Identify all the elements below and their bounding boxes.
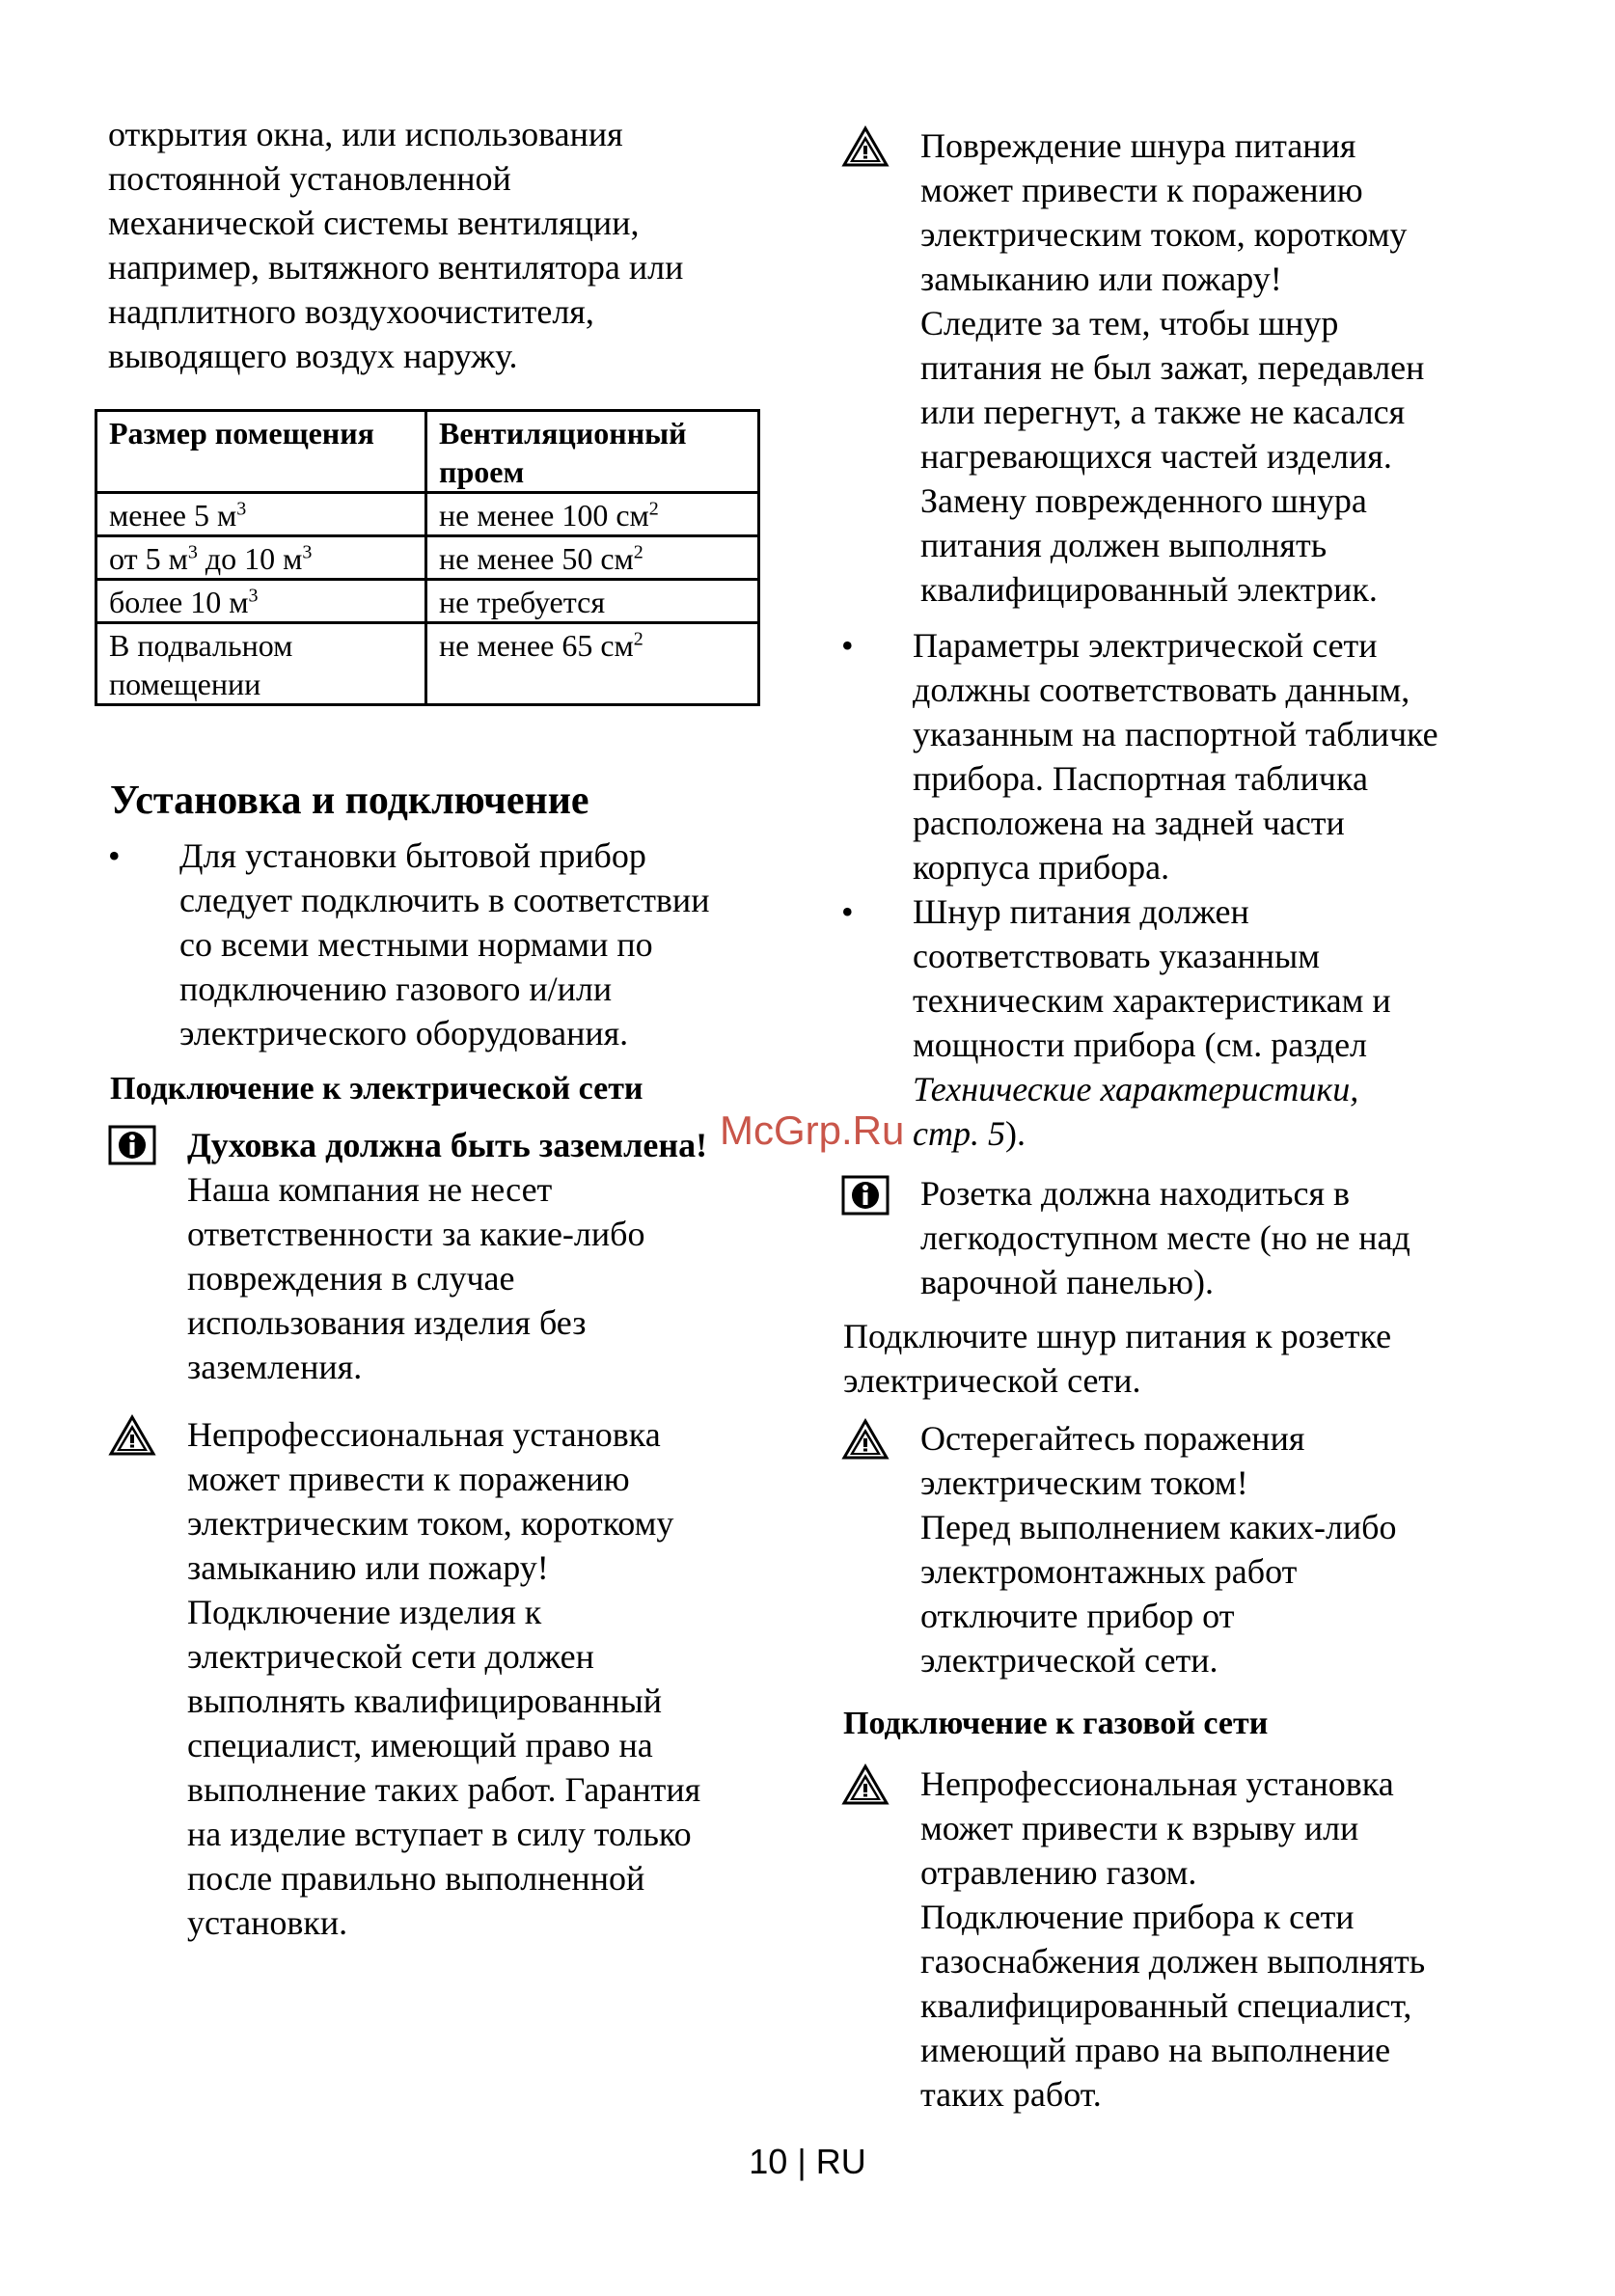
page-footer (0, 2142, 1615, 2182)
table-row (96, 623, 759, 705)
warning-icon (841, 1418, 890, 1465)
warning-icon (841, 125, 890, 173)
table-cell-vent: не требуется (426, 580, 759, 623)
watermark: McGrp.Ru (720, 1107, 905, 1153)
info-icon (108, 1125, 156, 1170)
page-reference: стр. 5). (913, 1114, 1026, 1153)
section-title: Установка и подключение (110, 779, 589, 823)
table-header-row (96, 411, 759, 493)
page-language: RU (815, 2142, 866, 2181)
page-separator: | (797, 2142, 807, 2181)
table-row (96, 536, 759, 580)
electrical-subheading: Подключение к электрической сети (110, 1071, 643, 1107)
table-cell-size: В подвальном помещении (96, 623, 426, 705)
cord-spec-bullet (913, 889, 1391, 1156)
ventilation-table (95, 409, 760, 706)
warning-icon (108, 1414, 156, 1462)
table-row (96, 580, 759, 623)
table-cell-vent: не менее 50 $см^2$ (426, 536, 759, 580)
tech-specs-reference: Технические характеристики, (913, 1070, 1359, 1108)
shock-warning-text: Остерегайтесь поражения электрическим током! Перед выполнением каких-либо электромонтажных работ отключите прибор от электрической сети. (920, 1419, 1397, 1680)
info-bold-text: Духовка должна быть заземлена! (187, 1126, 708, 1164)
info-icon (841, 1175, 890, 1220)
table-cell-size: от 5 $м^3$ до 10 $м^3$ (96, 536, 426, 580)
gas-subheading: Подключение к газовой сети (843, 1706, 1269, 1741)
network-params-text: Параметры электрической сети должны соответствовать данным, указанным на паспортной табличке прибора. Паспортная табличка расположена на задней части корпуса прибора. (913, 626, 1438, 887)
table-header-vent-opening: Вентиляционный проем (426, 411, 759, 493)
intro-paragraph: открытия окна, или использования постоянной установленной механической системы вентиляции, например, вытяжного вентилятора или надплитного воздухоочистителя, выводящего воздух наружу. (108, 115, 684, 375)
cord-warning-text: Повреждение шнура питания может привести к поражению электрическим током, короткому замыканию или пожару! Следите за тем, чтобы шнур питания не был зажат, передавлен или перегнут, а также не касался нагревающихся частей изделия. Замену поврежденного шнура питания должен выполнять квалифицированный электрик. (920, 126, 1425, 609)
info-text: Наша компания не несет ответственности за какие-либо повреждения в случае использования изделия без заземления. (187, 1170, 645, 1386)
bullet-dot: • (108, 836, 121, 875)
table-header-room-size: Размер помещения (96, 411, 426, 493)
bullet-dot: • (841, 892, 854, 931)
page-number: 10 (749, 2142, 788, 2181)
table-cell-vent: не менее 65 $см^2$ (426, 623, 759, 705)
cord-spec-text: Шнур питания должен соответствовать указанным техническим характеристикам и мощности прибора (см. раздел (913, 892, 1391, 1064)
install-bullet-text: Для установки бытовой прибор следует подключить в соответствии со всеми местными нормами по подключению газового и/или электрического оборудования. (179, 836, 710, 1052)
table-cell-vent: не менее 100 $см^2$ (426, 493, 759, 536)
warning-text: Непрофессиональная установка может привести к поражению электрическим током, короткому замыканию или пожару! Подключение изделия к электрической сети должен выполнять квалифицированный специалист, имеющий право на выполнение таких работ. Гарантия на изделие вступает в силу только после правильно выполненной установки. (187, 1415, 701, 1942)
warning-icon (841, 1763, 890, 1811)
table-row (96, 493, 759, 536)
gas-warning-text: Непрофессиональная установка может привести к взрыву или отравлению газом. Подключение прибора к сети газоснабжения должен выполнять квалифицированный специалист, имеющий право на выполнение таких работ. (920, 1764, 1426, 2114)
table-cell-size: менее 5 $м^3$ (96, 493, 426, 536)
bullet-dot: • (841, 626, 854, 665)
socket-info-text: Розетка должна находиться в легкодоступном месте (но не над варочной панелью). (920, 1174, 1410, 1301)
connect-cord-text: Подключите шнур питания к розетке электрической сети. (843, 1317, 1392, 1400)
table-cell-size: более 10 $м^3$ (96, 580, 426, 623)
